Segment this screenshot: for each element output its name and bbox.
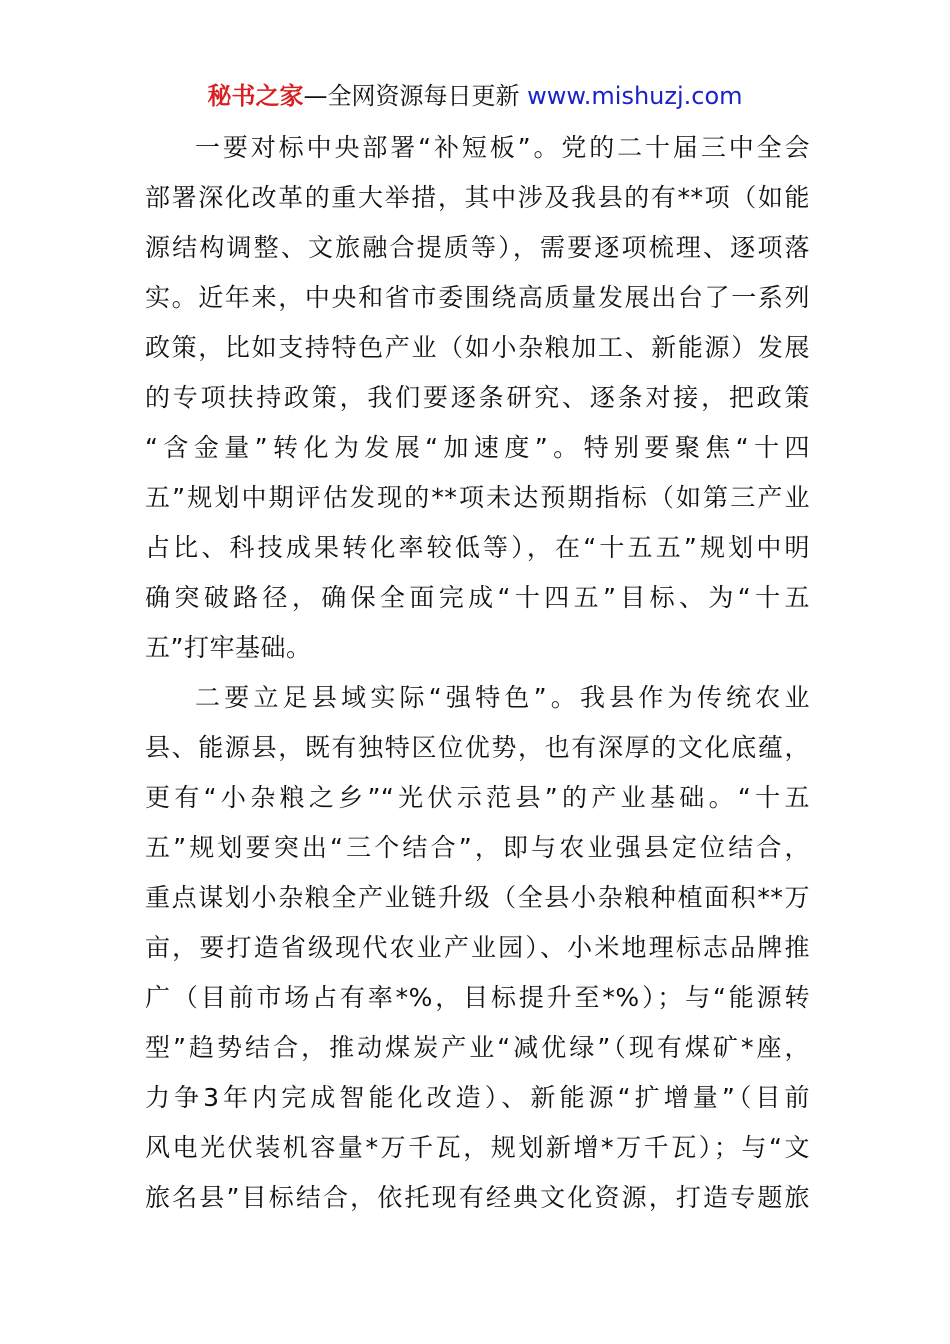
text-line: 重点谋划小杂粮全产业链升级（全县小杂粮种植面积**万 (145, 883, 810, 912)
text-line: 五”打牢基础。 (145, 633, 312, 662)
text-line: 源结构调整、文旅融合提质等），需要逐项梳理、逐项落 (145, 233, 810, 262)
header-tagline: —全网资源每日更新 (303, 82, 528, 110)
document-body (145, 123, 810, 1223)
text-line: 的专项扶持政策，我们要逐条研究、逐条对接，把政策 (145, 383, 810, 412)
text-line: 部署深化改革的重大举措，其中涉及我县的有**项（如能 (145, 183, 810, 212)
text-line: 占比、科技成果转化率较低等），在“十五五”规划中明 (145, 533, 810, 562)
text-line: 实。近年来，中央和省市委围绕高质量发展出台了一系列 (145, 283, 810, 312)
text-line: 型”趋势结合，推动煤炭产业“减优绿”（现有煤矿*座， (145, 1033, 810, 1062)
site-link[interactable]: www.mishuzj.com (527, 82, 743, 110)
text-line: 广（目前市场占有率*%，目标提升至*%）；与“能源转 (145, 983, 810, 1012)
paragraph-1 (145, 123, 810, 673)
text-line: 旅名县”目标结合，依托现有经典文化资源，打造专题旅 (145, 1183, 810, 1212)
text-line: “含金量”转化为发展“加速度”。特别要聚焦“十四 (145, 433, 810, 462)
text-line: 二要立足县域实际“强特色”。我县作为传统农业 (195, 683, 810, 712)
text-line: 力争3年内完成智能化改造）、新能源“扩增量”（目前 (145, 1083, 810, 1112)
brand-name: 秘书之家 (207, 82, 304, 110)
text-line: 更有“小杂粮之乡”“光伏示范县”的产业基础。“十五 (145, 783, 810, 812)
text-line: 五”规划中期评估发现的**项未达预期指标（如第三产业 (145, 483, 810, 512)
text-line: 一要对标中央部署“补短板”。党的二十届三中全会 (195, 133, 810, 162)
text-line: 政策，比如支持特色产业（如小杂粮加工、新能源）发展 (145, 333, 810, 362)
paragraph-2 (145, 673, 810, 1223)
text-line: 风电光伏装机容量*万千瓦，规划新增*万千瓦）；与“文 (145, 1133, 810, 1162)
text-line: 亩，要打造省级现代农业产业园）、小米地理标志品牌推 (145, 933, 810, 962)
text-line: 县、能源县，既有独特区位优势，也有深厚的文化底蕴， (145, 733, 810, 762)
page-header (0, 80, 950, 112)
text-line: 五”规划要突出“三个结合”，即与农业强县定位结合， (145, 833, 810, 862)
text-line: 确突破路径，确保全面完成“十四五”目标、为“十五 (145, 583, 810, 612)
